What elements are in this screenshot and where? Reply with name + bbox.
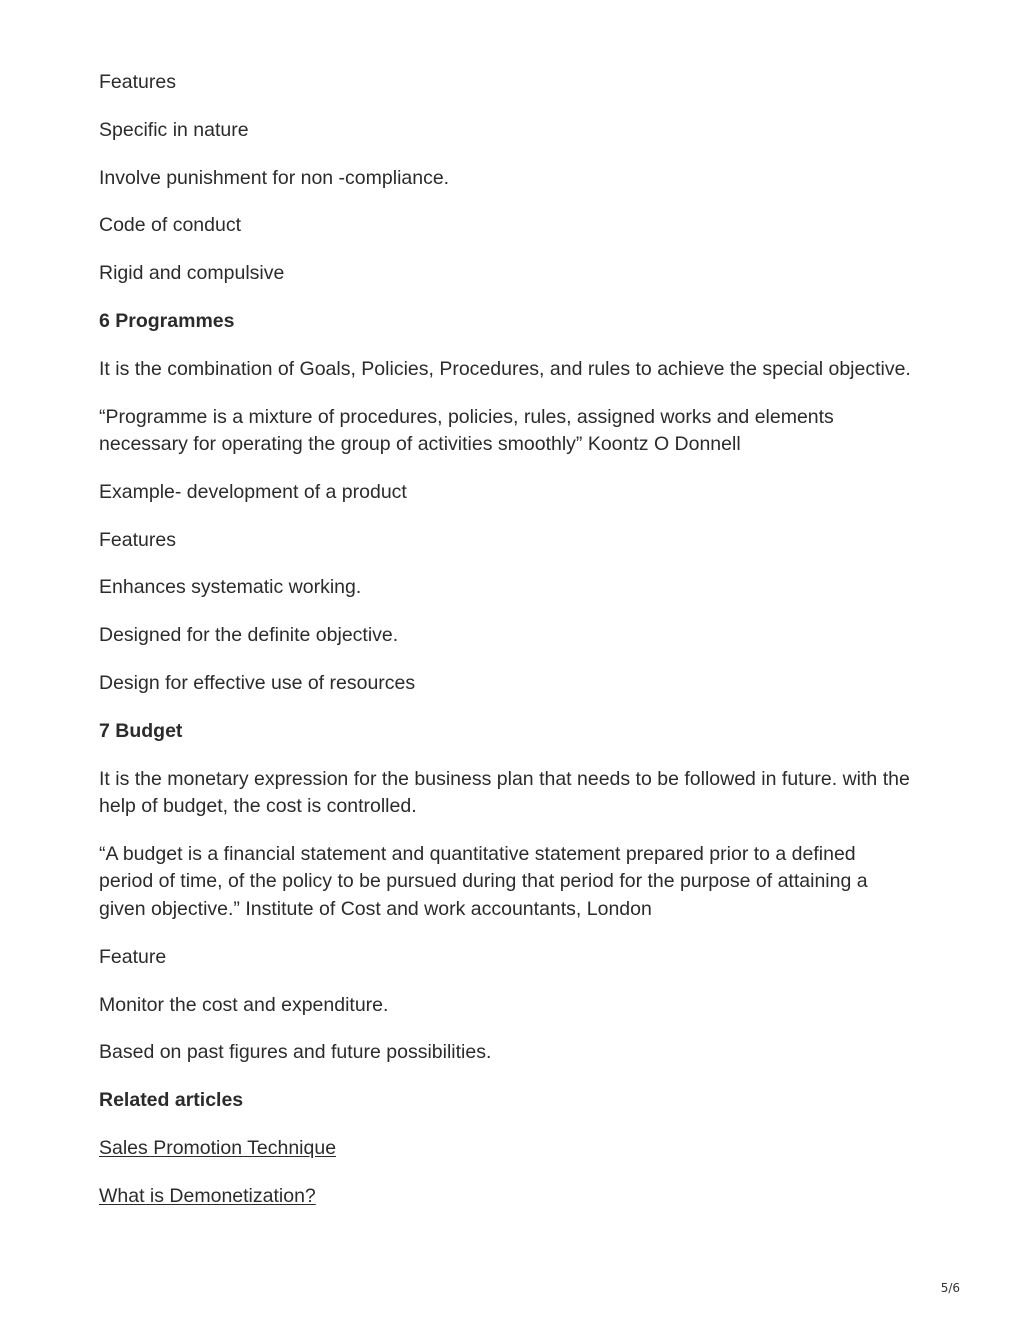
paragraph: Specific in nature <box>99 118 249 141</box>
section-heading: 7 Budget <box>99 719 183 742</box>
page-number: 5/6 <box>940 1281 960 1295</box>
paragraph: Example- development of a product <box>99 480 407 503</box>
related-link-sales-promotion[interactable]: Sales Promotion Technique <box>99 1136 337 1159</box>
section-heading: 6 Programmes <box>99 309 235 332</box>
paragraph: Features <box>99 71 176 93</box>
related-link-item <box>99 1183 914 1211</box>
paragraph: Feature <box>99 945 167 968</box>
paragraph: Designed for the definite objective. <box>99 624 399 647</box>
paragraph: Features <box>99 528 176 551</box>
related-link-demonetization[interactable]: What is Demonetization? <box>99 1184 316 1207</box>
paragraph: It is the combination of Goals, Policies, Procedures, and rules to achieve the special objective. <box>99 357 911 380</box>
paragraph: Monitor the cost and expenditure. <box>99 993 389 1016</box>
paragraph: Design for effective use of resources <box>99 672 416 695</box>
quote-paragraph: “A budget is a financial statement and quantitative statement prepared prior to a defined period of time, of the policy to be pursued during that period for the purpose of attaining a given objective.” Institute of Cost and work accountants, London <box>99 842 868 920</box>
paragraph: Code of conduct <box>99 214 242 237</box>
quote-paragraph: “Programme is a mixture of procedures, policies, rules, assigned works and elements necessary for operating the group of activities smoothly” Koontz O Donnell <box>99 405 834 456</box>
paragraph: Rigid and compulsive <box>99 262 285 285</box>
related-articles-heading: Related articles <box>99 1089 244 1112</box>
related-link-item <box>99 1135 914 1163</box>
paragraph: Based on past figures and future possibilities. <box>99 1041 492 1064</box>
document-body <box>99 69 914 1231</box>
paragraph: It is the monetary expression for the business plan that needs to be followed in future. with the help of budget, the cost is controlled. <box>99 767 910 818</box>
paragraph: Enhances systematic working. <box>99 576 362 599</box>
paragraph: Involve punishment for non -compliance. <box>99 166 450 189</box>
